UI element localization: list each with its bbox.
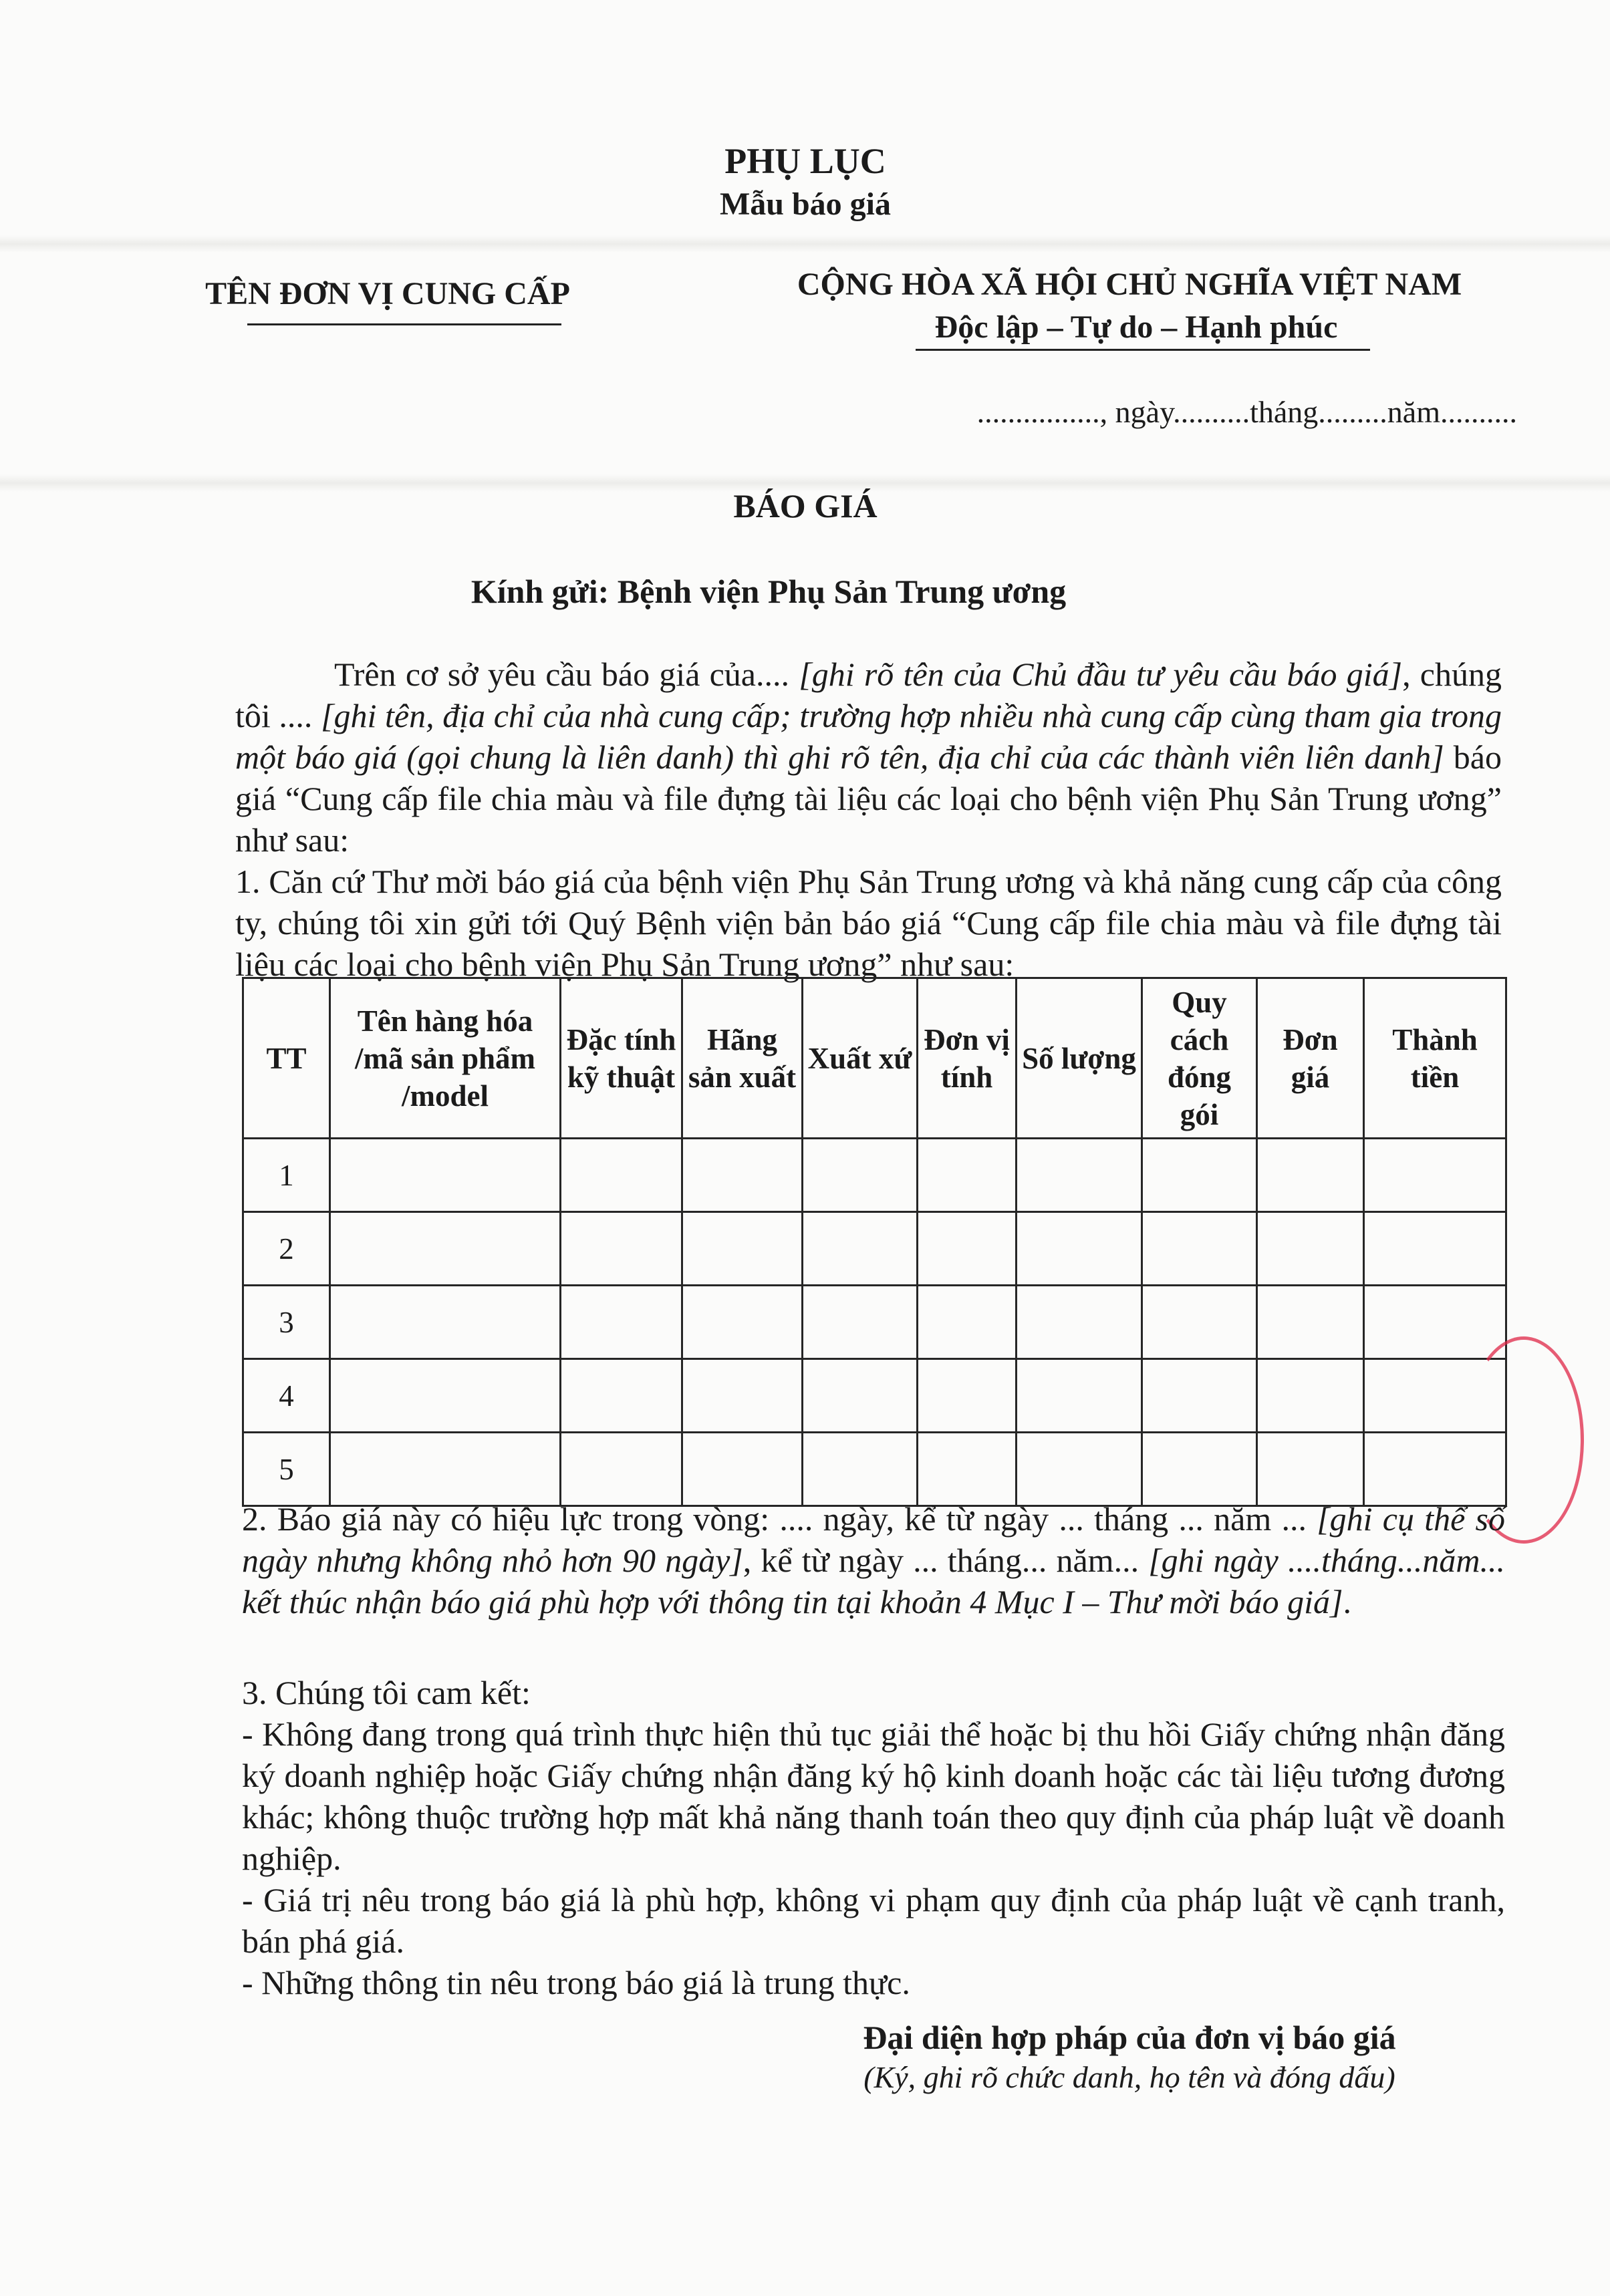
header-cell: TT <box>243 978 330 1139</box>
table-cell[interactable] <box>561 1433 682 1506</box>
table-cell[interactable] <box>1142 1433 1257 1506</box>
intro-text: báo giá “Cung cấp file chia màu và file đựng tài liệu các loại cho bệnh viện Phụ Sản Trung ương” như sau: <box>235 738 1502 859</box>
scan-artifact <box>0 235 1610 253</box>
row-number: 2 <box>243 1212 330 1286</box>
motto-underline <box>916 349 1370 351</box>
table-cell[interactable] <box>1257 1139 1364 1212</box>
table-row <box>243 1359 1506 1433</box>
item-2-placeholder-days: [ghi cụ thể số ngày nhưng không nhỏ hơn 90 ngày] <box>242 1500 1505 1579</box>
motto: Độc lập – Tự do – Hạnh phúc <box>934 309 1338 345</box>
quotation-table <box>242 977 1507 1507</box>
table-cell[interactable] <box>803 1359 918 1433</box>
table-cell[interactable] <box>803 1212 918 1286</box>
table-cell[interactable] <box>918 1212 1017 1286</box>
table-cell[interactable] <box>561 1286 682 1359</box>
table-cell[interactable] <box>682 1212 803 1286</box>
table-cell[interactable] <box>918 1359 1017 1433</box>
supplier-label: TÊN ĐƠN VỊ CUNG CẤP <box>205 276 570 311</box>
table-cell[interactable] <box>918 1139 1017 1212</box>
item-2-placeholder-end-date: [ghi ngày ....tháng...năm... kết thúc nhận báo giá phù hợp với thông tin tại khoản 4 Mục I – Thư mời báo giá] <box>242 1542 1505 1620</box>
row-number: 1 <box>243 1139 330 1212</box>
header-cell: Tên hàng hóa /mã sản phẩm /model <box>330 978 561 1139</box>
signature-note: (Ký, ghi rõ chức danh, họ tên và đóng dấu) <box>863 2060 1395 2094</box>
table-cell[interactable] <box>1142 1212 1257 1286</box>
table-cell[interactable] <box>918 1433 1017 1506</box>
table-cell[interactable] <box>1017 1359 1142 1433</box>
table-cell[interactable] <box>1017 1139 1142 1212</box>
appendix-title: PHỤ LỤC <box>724 141 886 181</box>
table-cell[interactable] <box>1017 1286 1142 1359</box>
table-cell[interactable] <box>682 1139 803 1212</box>
header-cell: Đặc tính kỹ thuật <box>561 978 682 1139</box>
table-cell[interactable] <box>1142 1286 1257 1359</box>
table-cell[interactable] <box>1142 1139 1257 1212</box>
header-cell: Quy cách đóng gói <box>1142 978 1257 1139</box>
header-cell: Đơn vị tính <box>918 978 1017 1139</box>
header-cell: Hãng sản xuất <box>682 978 803 1139</box>
table-cell[interactable] <box>1257 1286 1364 1359</box>
table-cell[interactable] <box>561 1139 682 1212</box>
item-2-text: . <box>1343 1583 1351 1620</box>
item-2-paragraph <box>242 1498 1505 1622</box>
table-cell[interactable] <box>330 1359 561 1433</box>
intro-text: Trên cơ sở yêu cầu báo giá của.... <box>334 656 799 693</box>
intro-paragraph <box>235 654 1502 861</box>
table-cell[interactable] <box>1017 1433 1142 1506</box>
table-cell[interactable] <box>803 1433 918 1506</box>
table-row <box>243 1139 1506 1212</box>
table-cell[interactable] <box>803 1139 918 1212</box>
signature-title: Đại diện hợp pháp của đơn vị báo giá <box>863 2019 1396 2056</box>
header-cell: Thành tiền <box>1364 978 1506 1139</box>
supplier-underline <box>247 323 561 325</box>
table-cell[interactable] <box>561 1212 682 1286</box>
table-cell[interactable] <box>682 1286 803 1359</box>
table-cell[interactable] <box>330 1212 561 1286</box>
item-2-text: , kể từ ngày ... tháng... năm... <box>743 1542 1149 1579</box>
row-number: 5 <box>243 1433 330 1506</box>
header-cell: Xuất xứ <box>803 978 918 1139</box>
table-row <box>243 1212 1506 1286</box>
table-cell[interactable] <box>682 1359 803 1433</box>
row-number: 4 <box>243 1359 330 1433</box>
header-cell: Số lượng <box>1017 978 1142 1139</box>
commitment-3: - Những thông tin nêu trong báo giá là trung thực. <box>242 1964 910 2001</box>
header-cell: Đơn giá <box>1257 978 1364 1139</box>
table-cell[interactable] <box>1257 1212 1364 1286</box>
item-1-paragraph: 1. Căn cứ Thư mời báo giá của bệnh viện Phụ Sản Trung ương và khả năng cung cấp của công ty, chúng tôi xin gửi tới Quý Bệnh viện bản báo giá “Cung cấp file chia màu và file đựng tài liệu các loại cho bệnh viện Phụ Sản Trung ương” như sau: <box>235 863 1502 983</box>
intro-placeholder-requester: [ghi rõ tên của Chủ đầu tư yêu cầu báo giá] <box>799 656 1403 693</box>
table-cell[interactable] <box>330 1286 561 1359</box>
table-cell[interactable] <box>1364 1212 1506 1286</box>
table-row <box>243 1286 1506 1359</box>
date-line: ................, ngày..........tháng.........năm.......... <box>976 395 1517 429</box>
table-cell[interactable] <box>330 1139 561 1212</box>
commitment-2: - Giá trị nêu trong báo giá là phù hợp, không vi phạm quy định của pháp luật về cạnh tranh, bán phá giá. <box>242 1881 1505 1960</box>
table-cell[interactable] <box>1364 1139 1506 1212</box>
table-cell[interactable] <box>1017 1212 1142 1286</box>
table-cell[interactable] <box>1257 1359 1364 1433</box>
table-row <box>243 1433 1506 1506</box>
table-cell[interactable] <box>1364 1286 1506 1359</box>
table-cell[interactable] <box>918 1286 1017 1359</box>
row-number: 3 <box>243 1286 330 1359</box>
commitment-1: - Không đang trong quá trình thực hiện thủ tục giải thể hoặc bị thu hồi Giấy chứng nhận đăng ký doanh nghiệp hoặc Giấy chứng nhận đăng ký hộ kinh doanh hoặc các tài liệu tương đương khác; không thuộc trường hợp mất khả năng thanh toán theo quy định của pháp luật về doanh nghiệp. <box>242 1715 1505 1877</box>
table-cell[interactable] <box>561 1359 682 1433</box>
table-header-row <box>243 978 1506 1139</box>
recipient: Kính gửi: Bệnh viện Phụ Sản Trung ương <box>471 573 1067 610</box>
table-cell[interactable] <box>330 1433 561 1506</box>
document-title: BÁO GIÁ <box>733 487 878 525</box>
intro-placeholder-supplier: [ghi tên, địa chỉ của nhà cung cấp; trường hợp nhiều nhà cung cấp cùng tham gia trong một báo giá (gọi chung là liên danh) thì ghi rõ tên, địa chỉ của các thành viên liên danh] <box>235 697 1502 776</box>
item-2-text: 2. Báo giá này có hiệu lực trong vòng: .... ngày, kể từ ngày ... tháng ... năm ... <box>242 1500 1317 1538</box>
appendix-subtitle: Mẫu báo giá <box>719 186 892 222</box>
table-cell[interactable] <box>803 1286 918 1359</box>
country-name: CỘNG HÒA XÃ HỘI CHỦ NGHĨA VIỆT NAM <box>797 267 1462 302</box>
table-cell[interactable] <box>1142 1359 1257 1433</box>
table-cell[interactable] <box>682 1433 803 1506</box>
item-3-heading: 3. Chúng tôi cam kết: <box>242 1674 531 1711</box>
intro-text: , chúng tôi .... <box>235 656 1502 734</box>
table-cell[interactable] <box>1257 1433 1364 1506</box>
